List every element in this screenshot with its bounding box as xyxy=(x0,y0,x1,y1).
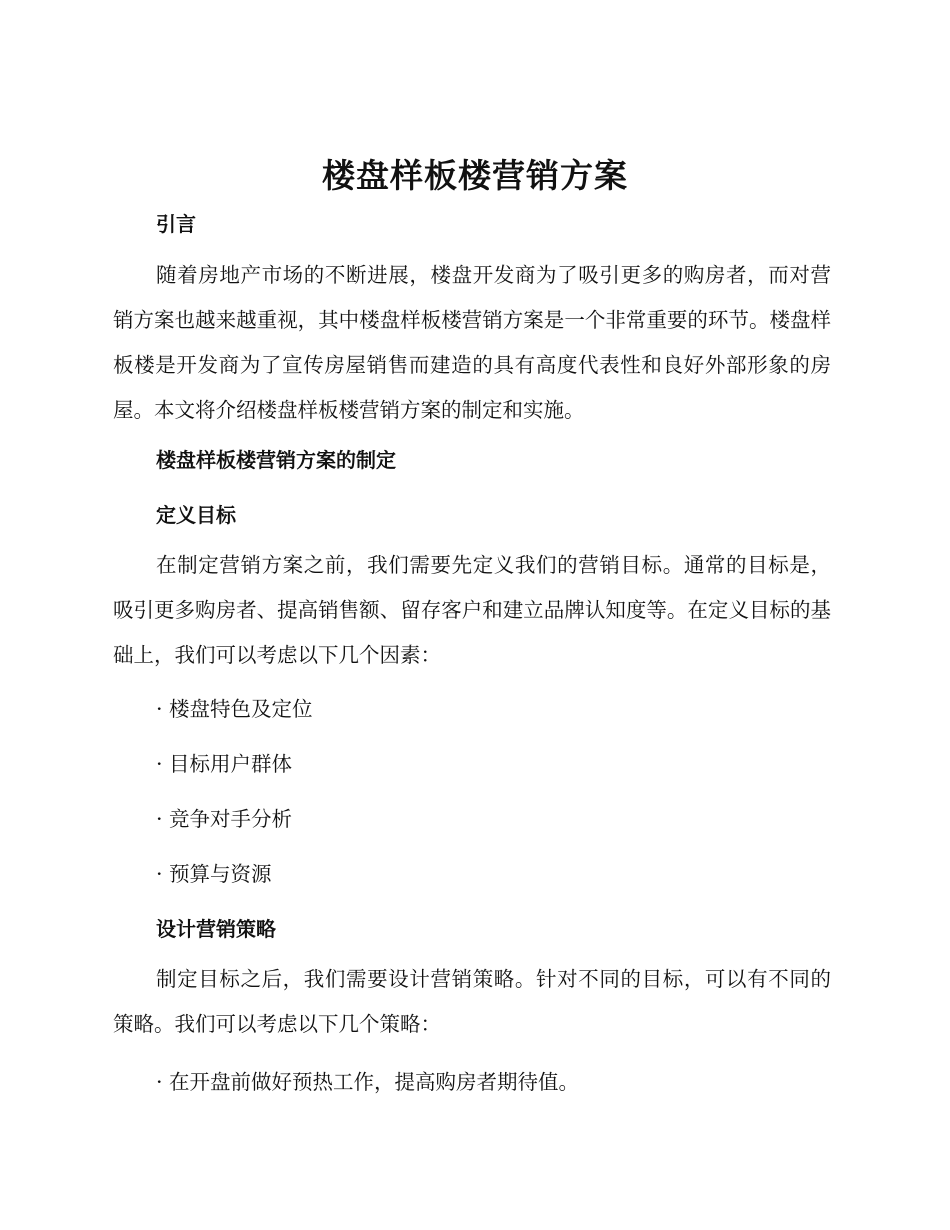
section-heading-goal: 定义目标 xyxy=(156,503,236,527)
goal-bullet-item: · 目标用户群体 xyxy=(156,752,293,776)
goal-bullet-item: · 竞争对手分析 xyxy=(156,807,293,831)
goal-bullet-item: · 楼盘特色及定位 xyxy=(156,697,313,721)
section-heading-intro: 引言 xyxy=(156,212,196,236)
strategy-paragraph: 制定目标之后，我们需要设计营销策略。针对不同的目标，可以有不同的策略。我们可以考虑以下几个策略： xyxy=(113,967,831,1036)
section-heading-strategy: 设计营销策略 xyxy=(156,917,276,941)
intro-paragraph: 随着房地产市场的不断进展，楼盘开发商为了吸引更多的购房者，而对营销方案也越来越重视，其中楼盘样板楼营销方案是一个非常重要的环节。楼盘样板楼是开发商为了宣传房屋销售而建造的具有高度代表性和良好外部形象的房屋。本文将介绍楼盘样板楼营销方案的制定和实施。 xyxy=(113,263,831,422)
strategy-bullet-item: · 在开盘前做好预热工作，提高购房者期待值。 xyxy=(156,1070,580,1094)
goal-paragraph: 在制定营销方案之前，我们需要先定义我们的营销目标。通常的目标是，吸引更多购房者、提高销售额、留存客户和建立品牌认知度等。在定义目标的基础上，我们可以考虑以下几个因素： xyxy=(113,553,831,667)
document-title: 楼盘样板楼营销方案 xyxy=(322,156,628,195)
goal-bullet-item: · 预算与资源 xyxy=(156,862,272,886)
section-heading-plan: 楼盘样板楼营销方案的制定 xyxy=(156,448,396,472)
